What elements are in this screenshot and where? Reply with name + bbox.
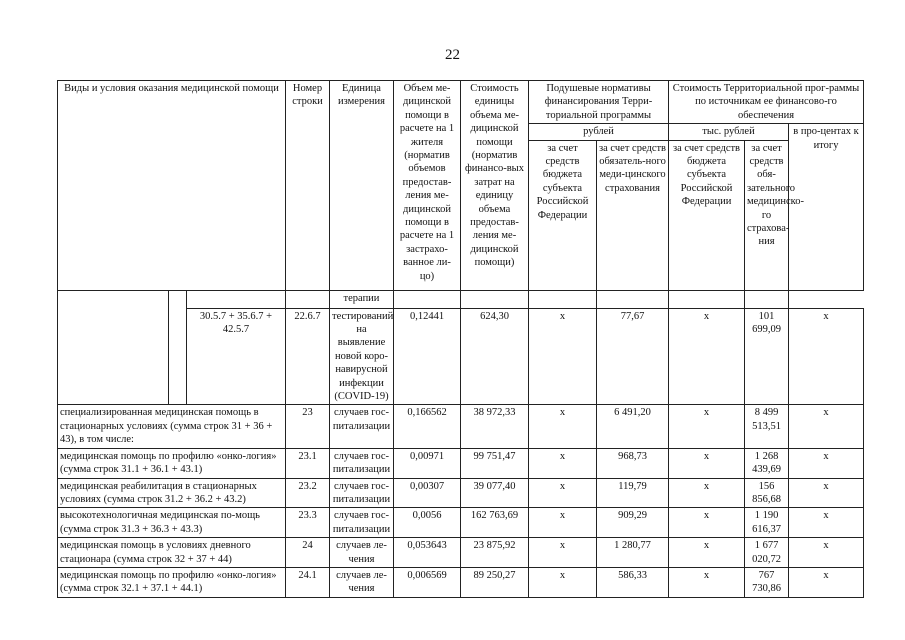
row-name: медицинская реабилитация в стационарных условиях (сумма строк 31.2 + 36.2 + 43.2) xyxy=(58,478,286,508)
header-per-capita: Подушевые нормативы финансирования Терри-ториальной программы xyxy=(529,81,669,124)
row-budget: x xyxy=(529,478,597,508)
row-unit: тестирований на выявление новой коро-навирусной инфекции (COVID-19) xyxy=(330,308,394,405)
row-oms-2: 1 677 020,72 xyxy=(745,538,789,568)
header-unit: Единица измерения xyxy=(330,81,394,291)
row-percent: x xyxy=(789,567,864,597)
row-budget-2: x xyxy=(669,308,745,405)
table-row xyxy=(58,567,864,597)
header-percent: в про-центах к итогу xyxy=(789,124,864,290)
row-unit: случаев гос-питализации xyxy=(330,405,394,448)
row-oms: 968,73 xyxy=(597,448,669,478)
row-name: медицинская помощь в условиях дневного стационара (сумма строк 32 + 37 + 44) xyxy=(58,538,286,568)
row-volume: 0,0056 xyxy=(394,508,461,538)
continuation-row xyxy=(58,290,864,308)
page-number: 22 xyxy=(445,47,460,63)
row-line-number: 24.1 xyxy=(286,567,330,597)
row-oms: 6 491,20 xyxy=(597,405,669,448)
header-types: Виды и условия оказания медицинской помощи xyxy=(58,81,286,291)
row-oms-2: 1 268 439,69 xyxy=(745,448,789,478)
row-name: медицинская помощь по профилю «онко-логия» (сумма строк 31.1 + 36.1 + 43.1) xyxy=(58,448,286,478)
row-oms: 119,79 xyxy=(597,478,669,508)
header-oms: за счет средств обязатель-ного меди-цинского страхования xyxy=(597,140,669,290)
table-row xyxy=(58,405,864,448)
row-unit: случаев ле-чения xyxy=(330,567,394,597)
row-cost: 39 077,40 xyxy=(461,478,529,508)
row-oms-2: 767 730,86 xyxy=(745,567,789,597)
row-oms-2: 8 499 513,51 xyxy=(745,405,789,448)
header-line-number: Номер строки xyxy=(286,81,330,291)
financing-table xyxy=(57,80,864,598)
row-budget: x xyxy=(529,538,597,568)
table-row xyxy=(58,508,864,538)
table-row xyxy=(58,538,864,568)
row-name: высокотехнологичная медицинская по-мощь (сумма строк 31.3 + 36.3 + 43.3) xyxy=(58,508,286,538)
row-volume: 0,00971 xyxy=(394,448,461,478)
row-budget-2: x xyxy=(669,478,745,508)
row-volume: 0,00307 xyxy=(394,478,461,508)
row-percent: x xyxy=(789,538,864,568)
header-volume: Объем ме-дицинской помощи в расчете на 1 жителя (норматив объемов предостав-ления ме-дицинской помощи в расчете на 1 застрахо-ванное ли-цо) xyxy=(394,81,461,291)
row-budget-2: x xyxy=(669,448,745,478)
row-volume: 0,12441 xyxy=(394,308,461,405)
header-row-1 xyxy=(58,81,864,124)
row-cost: 23 875,92 xyxy=(461,538,529,568)
row-budget: x xyxy=(529,508,597,538)
row-line-number: 22.6.7 xyxy=(286,308,330,405)
row-unit: случаев гос-питализации xyxy=(330,478,394,508)
table-row xyxy=(58,308,864,405)
row-budget: x xyxy=(529,448,597,478)
header-budget-2: за счет средств бюджета субъекта Российской Федерации xyxy=(669,140,745,290)
header-oms-2: за счет средств обя-зательного медицинско-го страхова-ния xyxy=(745,140,789,290)
cont-unit: терапии xyxy=(330,290,394,308)
row-unit: случаев ле-чения xyxy=(330,538,394,568)
row-oms-2: 1 190 616,37 xyxy=(745,508,789,538)
row-budget-2: x xyxy=(669,405,745,448)
header-program-cost: Стоимость Территориальной прог-раммы по источникам ее финансово-го обеспечения xyxy=(669,81,864,124)
row-cost: 38 972,33 xyxy=(461,405,529,448)
table-row xyxy=(58,478,864,508)
row-percent: x xyxy=(789,508,864,538)
row-oms: 909,29 xyxy=(597,508,669,538)
row-budget: x xyxy=(529,405,597,448)
header-thousand-rubles: тыс. рублей xyxy=(669,124,789,140)
row-volume: 0,006569 xyxy=(394,567,461,597)
row-line-number: 24 xyxy=(286,538,330,568)
row-budget: x xyxy=(529,308,597,405)
row-percent: x xyxy=(789,478,864,508)
table-row xyxy=(58,448,864,478)
row-cost: 624,30 xyxy=(461,308,529,405)
row-cost: 89 250,27 xyxy=(461,567,529,597)
row-percent: x xyxy=(789,308,864,405)
row-budget-2: x xyxy=(669,567,745,597)
row-line-number: 23.3 xyxy=(286,508,330,538)
row-name: медицинская помощь по профилю «онко-логия» (сумма строк 32.1 + 37.1 + 44.1) xyxy=(58,567,286,597)
row-volume: 0,053643 xyxy=(394,538,461,568)
row-oms: 1 280,77 xyxy=(597,538,669,568)
row-percent: x xyxy=(789,448,864,478)
row-unit: случаев гос-питализации xyxy=(330,508,394,538)
row-line-number: 23.2 xyxy=(286,478,330,508)
row-oms: 77,67 xyxy=(597,308,669,405)
row-cost: 162 763,69 xyxy=(461,508,529,538)
row-budget-2: x xyxy=(669,508,745,538)
row-budget: x xyxy=(529,567,597,597)
row-line-number: 23 xyxy=(286,405,330,448)
header-unit-cost: Стоимость единицы объема ме-дицинской помощи (норматив финансо-вых затрат на единицу объема предостав-ления ме-дицинской помощи) xyxy=(461,81,529,291)
row-oms: 586,33 xyxy=(597,567,669,597)
row-volume: 0,166562 xyxy=(394,405,461,448)
row-unit: случаев гос-питализации xyxy=(330,448,394,478)
row-formula: 30.5.7 + 35.6.7 + 42.5.7 xyxy=(187,308,286,405)
row-cost: 99 751,47 xyxy=(461,448,529,478)
row-budget-2: x xyxy=(669,538,745,568)
row-percent: x xyxy=(789,405,864,448)
row-oms-2: 156 856,68 xyxy=(745,478,789,508)
row-oms-2: 101 699,09 xyxy=(745,308,789,405)
row-line-number: 23.1 xyxy=(286,448,330,478)
row-name: специализированная медицинская помощь в стационарных условиях (сумма строк 31 + 36 + 43), в том числе: xyxy=(58,405,286,448)
header-rubles: рублей xyxy=(529,124,669,140)
header-budget: за счет средств бюджета субъекта Российской Федерации xyxy=(529,140,597,290)
